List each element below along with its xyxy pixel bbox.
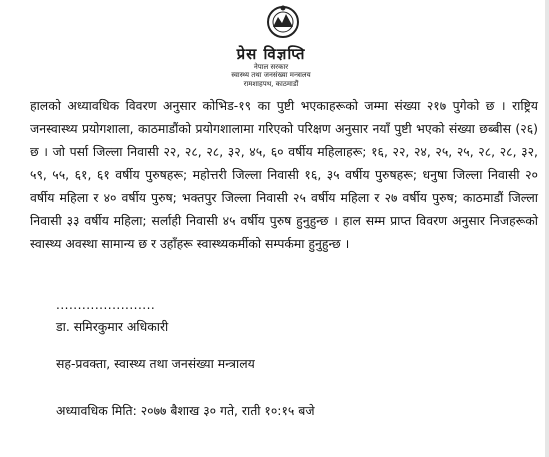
page-edge-divider [545, 0, 549, 457]
stamp-government: नेपाल सरकार [253, 63, 289, 71]
updated-datetime: अध्यावधिक मिति: २०७७ बैशाख ३० गते, राती १०:१५ बजे [56, 403, 315, 418]
stamp-ministry: स्वास्थ्य तथा जनसंख्या मन्त्रालय [231, 71, 311, 79]
stamp-address: रामशाहपथ, काठमाडौं [243, 80, 299, 88]
signer-name: डा. समिरकुमार अधिकारी [56, 319, 169, 334]
press-release-body [30, 94, 538, 255]
signature-line: ....................... [56, 298, 156, 312]
stamp-title: प्रेस विज्ञप्ति [236, 45, 306, 63]
signer-designation: सह-प्रवक्ता, स्वास्थ्य तथा जनसंख्या मन्त्रालय [56, 356, 255, 371]
body-paragraph: हालको अध्यावधिक विवरण अनुसार कोभिड-१९ का पुष्टी भएकाहरूको जम्मा संख्या २१७ पुगेको छ । राष्ट्रिय जनस्वास्थ्य प्रयोगशाला, काठमाडौंको प्रयोगशालामा गरिएको परिक्षण अनुसार नयाँ पुष्टी भएको संख्या छब्बीस (२६) छ । जो पर्सा जिल्ला निवासी २२, २८, २८, ३२, ४५, ६० वर्षीय महिलाहरू; १६, २२, २४, २५, २५, २८, २८, ३२, ५९, ५५, ६१, ६१ वर्षीय पुरुषहरू; महोत्तरी जिल्ला निवासी १६, ३५ वर्षीय पुरुषहरू; धनुषा जिल्ला निवासी २० वर्षीय महिला र ४० वर्षीय पुरुष; भक्तपुर जिल्ला निवासी २५ वर्षीय महिला र २७ वर्षीय पुरुष; काठमाडौं जिल्ला निवासी ३३ वर्षीय महिला; सर्लाही निवासी ४५ वर्षीय पुरुष हुनुहुन्छ । हाल सम्म प्राप्त विवरण अनुसार निजहरूको स्वास्थ्य अवस्था सामान्य छ र उहाँहरू स्वास्थ्यकर्मीको सम्पर्कमा हुनुहुन्छ । [30, 98, 538, 251]
